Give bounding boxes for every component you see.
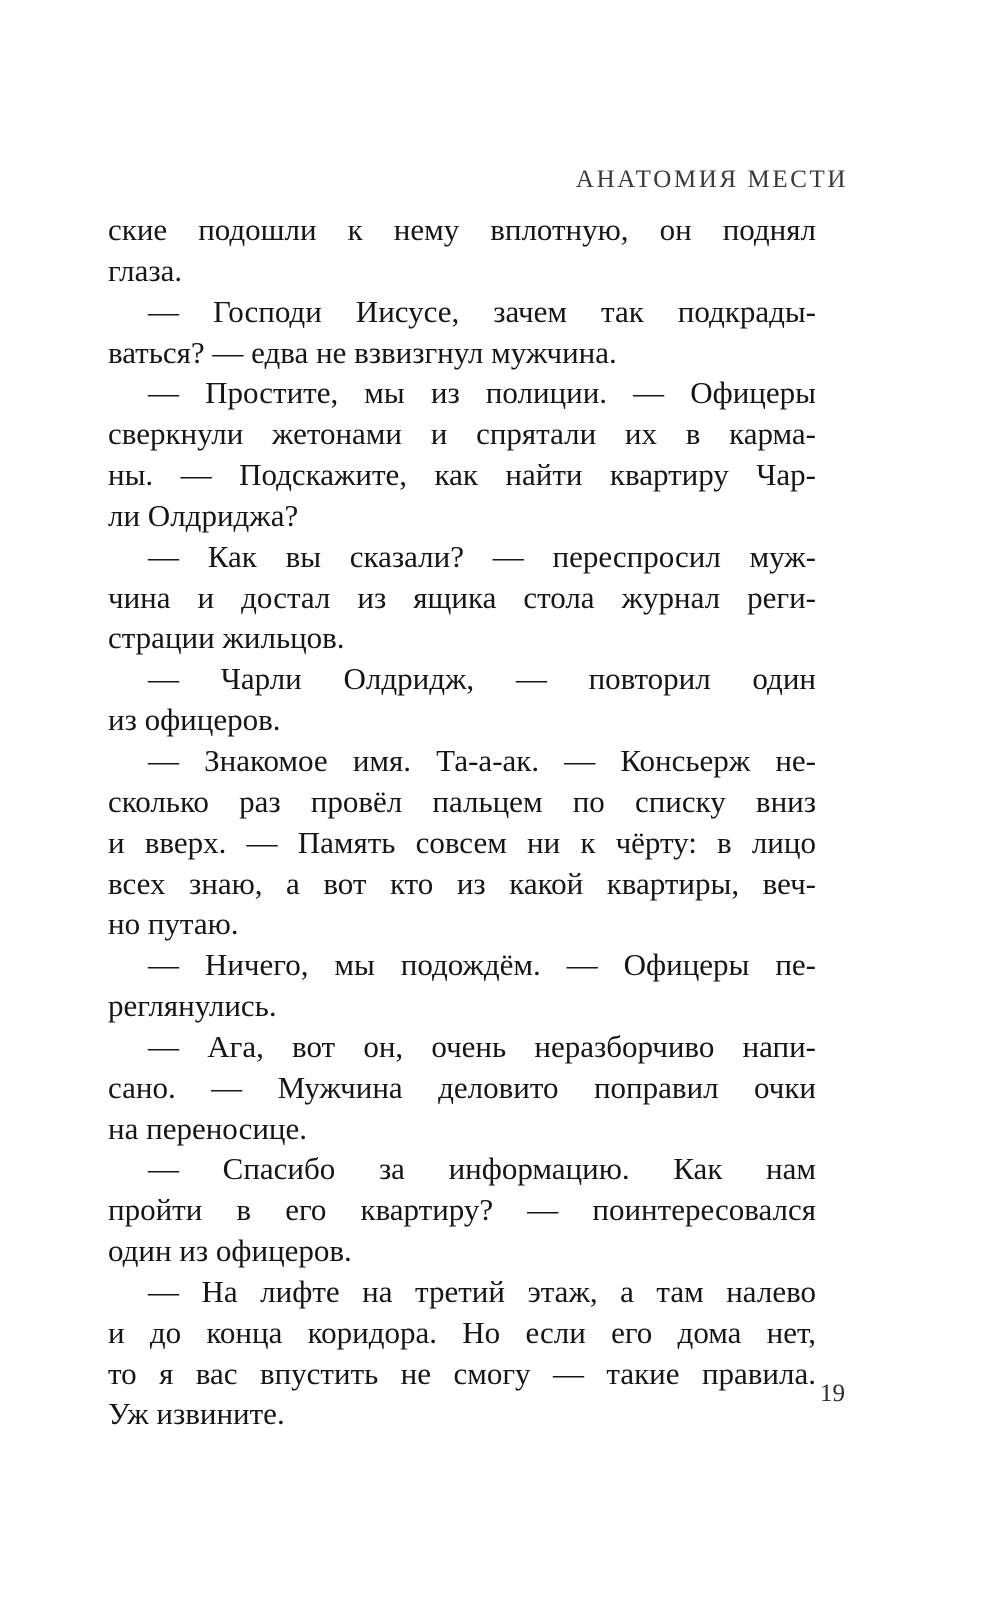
text-line-content: — Ага, вот он, очень неразборчиво напи- bbox=[148, 1028, 816, 1064]
text-line-content: один из офицеров. bbox=[108, 1233, 352, 1269]
text-line bbox=[108, 986, 848, 1027]
text-line-content: — На лифте на третий этаж, а там налево bbox=[148, 1273, 816, 1309]
text-line-content: то я вас впустить не смогу — такие правила. bbox=[108, 1355, 816, 1391]
text-line-content: сверкнули жетонами и спрятали их в карма- bbox=[108, 416, 816, 452]
text-line-content: — Простите, мы из полиции. — Офицеры bbox=[148, 375, 816, 411]
text-line bbox=[108, 1313, 848, 1354]
running-head: АНАТОМИЯ МЕСТИ bbox=[575, 166, 848, 193]
text-line bbox=[108, 1027, 848, 1068]
text-line-content: чина и достал из ящика стола журнал реги- bbox=[108, 579, 816, 615]
text-line-content: — Чарли Олдридж, — повторил один bbox=[148, 661, 816, 697]
body-text bbox=[108, 210, 848, 1435]
text-line bbox=[108, 1354, 848, 1395]
text-line-content: но путаю. bbox=[108, 906, 239, 942]
text-line-content: ли Олдриджа? bbox=[108, 497, 299, 533]
text-line bbox=[108, 700, 848, 741]
text-line-content: — Ничего, мы подождём. — Офицеры пе- bbox=[148, 947, 816, 983]
text-line-content: всех знаю, а вот кто из какой квартиры, веч- bbox=[108, 865, 816, 901]
text-line-content: Уж извините. bbox=[108, 1396, 285, 1432]
text-line bbox=[108, 210, 848, 251]
text-line-content: реглянулись. bbox=[108, 988, 277, 1024]
text-line bbox=[108, 1394, 848, 1435]
text-line bbox=[108, 741, 848, 782]
text-line-content: на переносице. bbox=[108, 1110, 308, 1146]
text-line-content: пройти в его квартиру? — поинтересовался bbox=[108, 1192, 816, 1228]
text-line bbox=[108, 618, 848, 659]
text-line-content: и до конца коридора. Но если его дома нет, bbox=[108, 1314, 816, 1350]
text-line bbox=[108, 333, 848, 374]
text-line-content: — Господи Иисусе, зачем так подкрады- bbox=[148, 293, 816, 329]
text-line bbox=[108, 373, 848, 414]
text-line bbox=[108, 1109, 848, 1150]
page-number: 19 bbox=[820, 1380, 845, 1407]
text-line bbox=[108, 1272, 848, 1313]
text-line bbox=[108, 537, 848, 578]
text-line-content: ские подошли к нему вплотную, он поднял bbox=[108, 212, 816, 247]
text-line bbox=[108, 823, 848, 864]
text-line-content: — Спасибо за информацию. Как нам bbox=[148, 1151, 816, 1187]
text-line bbox=[108, 864, 848, 905]
text-line bbox=[108, 1149, 848, 1190]
text-line bbox=[108, 945, 848, 986]
text-line-content: — Как вы сказали? — переспросил муж- bbox=[148, 538, 816, 574]
text-line-content: — Знакомое имя. Та-а-ак. — Консьерж не- bbox=[148, 742, 816, 778]
text-line-content: ваться? — едва не взвизгнул мужчина. bbox=[108, 334, 617, 370]
text-line-content: страции жильцов. bbox=[108, 620, 345, 656]
text-line bbox=[108, 782, 848, 823]
text-line bbox=[108, 1068, 848, 1109]
text-line bbox=[108, 292, 848, 333]
text-line bbox=[108, 578, 848, 619]
text-line-content: из офицеров. bbox=[108, 702, 281, 738]
text-line bbox=[108, 496, 848, 537]
text-line-content: ны. — Подскажите, как найти квартиру Чар- bbox=[108, 457, 816, 493]
text-line-content: сколько раз провёл пальцем по списку вниз bbox=[108, 783, 816, 819]
text-line-content: глаза. bbox=[108, 252, 183, 288]
text-line bbox=[108, 455, 848, 496]
text-line bbox=[108, 1190, 848, 1231]
text-line-content: и вверх. — Память совсем ни к чёрту: в лицо bbox=[108, 824, 816, 860]
text-line bbox=[108, 659, 848, 700]
text-line bbox=[108, 1231, 848, 1272]
text-line bbox=[108, 251, 848, 292]
text-line bbox=[108, 414, 848, 455]
text-line-content: сано. — Мужчина деловито поправил очки bbox=[108, 1069, 816, 1105]
text-line bbox=[108, 904, 848, 945]
